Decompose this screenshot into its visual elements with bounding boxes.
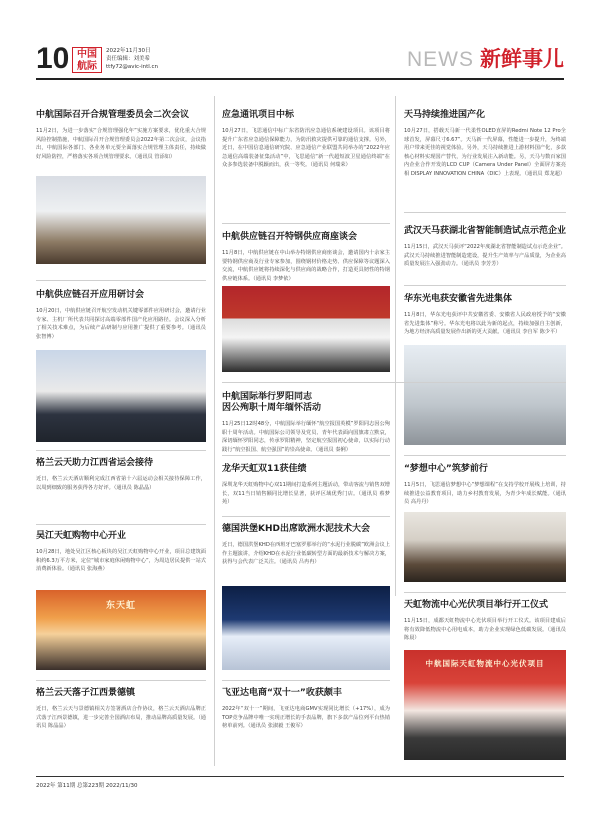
article-separator (36, 524, 206, 525)
article-separator (404, 455, 566, 456)
publish-date: 2022年11月30日 (106, 48, 151, 54)
article-body: 10月20日，中航供应链召开航空发动机关键零部件应用研讨会，邀请行业专家、主机厂所代表共同探讨高端零部件国产化应用路径。会议深入分析了相关技术难点，为后续产品研制与应用推广提供了重要参考。（通讯员 张智博） (36, 308, 206, 340)
article-emergency-comms (222, 110, 390, 170)
article-separator (222, 223, 390, 224)
article-dream-center (404, 464, 566, 507)
article-huadong-award (404, 294, 566, 337)
article-body: 11月8日，中航供应链在中山举办特钢供应商座谈会，邀请国内十余家主要特钢供应商及行业专家参加，围绕钢材价格走势、供应保障等议题深入交流，中航供应链将持续深化与供应商的战略合作，打造更具韧性的特钢供应链体系。（通讯员 李梦依） (222, 250, 390, 282)
column-divider (395, 96, 396, 596)
article-title: 中航供应链召开特钢供应商座谈会 (222, 232, 358, 242)
article-title: 吴江天虹购物中心开业 (36, 531, 127, 541)
article-title: 天马持续推进国产化 (404, 110, 486, 120)
article-title: 中航供应链召开应用研讨会 (36, 290, 145, 300)
article-title: 天虹物流中心光伏项目举行开工仪式 (404, 600, 549, 610)
article-body: 11月8日，华东光电获评中共安徽省委、安徽省人民政府授予的“安徽省先进集体”称号。华东光电将以此为新的起点，持续加强自主创新，为地方经济高质量发展作出新的更大贡献。（通讯员 李自军 陈少平） (404, 312, 566, 335)
photo-caption: 中航国际天虹物流中心光伏项目 (425, 659, 545, 668)
article-separator (222, 455, 390, 456)
article-title: 飞亚达电商“双十一”收获颇丰 (222, 688, 342, 698)
page-number: 10 (36, 42, 70, 75)
photo-solar-project (404, 650, 566, 760)
article-title: 格兰云天落子江西景德镇 (36, 688, 136, 698)
section-heading-cn: 新鲜事儿 (480, 48, 564, 71)
article-separator (222, 680, 390, 681)
article-wujiang-mall (36, 531, 206, 574)
footer: 2022年 第11期 总第223期 2022/11/30 (36, 783, 138, 789)
editor-email: ttfy72@avic-intl.cn (106, 64, 159, 70)
article-title: 武汉天马获湖北省智能制造试点示范企业 (404, 226, 567, 236)
masthead-rule (36, 78, 564, 80)
article-steel-suppliers (222, 232, 390, 283)
article-longhua-double11 (222, 464, 390, 507)
article-title: 应急通讯项目中标 (222, 110, 295, 120)
photo-caption: 东天虹 (105, 601, 136, 611)
article-jingdezhen-hotel (36, 688, 206, 731)
article-jiangxi-games (36, 458, 206, 492)
masthead (0, 0, 600, 82)
article-title: 德国洪堡KHD出席欧洲水泥技术大会 (222, 524, 370, 534)
article-luoyang-memorial (222, 392, 390, 454)
article-separator (36, 450, 206, 451)
article-body: 11月15日，武汉天马获评“2022年度湖北省智能制造试点示范企业”。武汉天马持续推进智能制造建设，提升生产效率与产品质量，为企业高质量发展注入强劲动力。（通讯员 李芳芳） (404, 244, 566, 267)
article-body: 11月2日，为进一步落实“合规管理强化年”实施方案要求，优化重大合规风险控制措施，中航国际召开合规管理委员会2022年第二次会议，会议指出，中航国际各部门、各业务单元要全面落实合规管理主体责任，持续做好风险防控，严格落实各项合规管理要求。（通讯员 管添如） (36, 128, 206, 160)
article-body: 11月25日12时48分，中航国际举行缅怀“航空报国英模”罗阳同志因公殉职十周年活动。中航国际公司领导及党员、青年代表面向国旗肃立默哀，深切缅怀罗阳同志，传承罗阳精神，坚定航空报国初心使命，以实际行动践行“航空报国、航空强国”的崇高使命。（通讯员 秦俐） (222, 421, 390, 453)
article-title: 中航国际举行罗阳同志 因公殉职十周年缅怀活动 (222, 392, 322, 413)
article-body: 10月28日，地处吴江区核心板块的吴江天虹购物中心开业，项目总建筑面积约6.3万平方米，定位“城市家庭休闲购物中心”，为周边居民提供一站式消费新体验。（通讯员 张海燕） (36, 549, 206, 572)
article-separator (36, 680, 206, 681)
photo-wujiang-mall (36, 590, 206, 670)
photo-application-seminar (36, 350, 206, 442)
photo-khd-conference (222, 586, 390, 670)
article-title: 龙华天虹双11获佳绩 (222, 464, 307, 474)
article-body: 10月27日，飞思通信中标广东省防汛应急通信系统建设项目。该项目将提升广东省应急通信保障能力，为防汛救灾提供可靠的通信支撑。另外，近日，在中国信息通信研究院、应急通信产业联盟共同举办的“2022年应急通信高端装备征集活动”中，飞思通信“新一代超短波卫星通信终端”在众多参选装备中脱颖而出，获一等奖。（通讯员 何瑞荣） (222, 128, 390, 168)
photo-huadong-award (404, 345, 566, 445)
photo-compliance-meeting (36, 176, 206, 264)
article-tianma-localization (404, 110, 566, 178)
article-wuhan-tianma (404, 226, 566, 269)
article-body: 深圳龙华天虹购物中心双11期间打造系列主题活动，带动客流与销售双增长，双11当日销售额同比增长显著，获评区域优秀门店。（通讯员 蔡梦苑） (222, 482, 390, 505)
article-fiyta-double11 (222, 688, 390, 731)
article-separator (404, 212, 566, 213)
column-divider (214, 96, 215, 766)
article-solar-project (404, 600, 566, 643)
article-body: 近日，德国洪堡KHD在西班牙巴塞罗那举行的“水泥行业脱碳”欧洲会议上作主题演讲，介绍KHD在水泥行业低碳转型方面的最新技术与解决方案，获得与会代表广泛关注。（通讯员 吕冉冉） (222, 542, 390, 565)
footer-rule (36, 776, 564, 777)
publication-info (106, 47, 158, 71)
article-title: 华东光电获安徽省先进集体 (404, 294, 513, 304)
article-khd-conference (222, 524, 390, 567)
article-separator (404, 592, 566, 593)
article-separator (222, 516, 390, 517)
article-separator (404, 285, 566, 286)
article-separator (222, 382, 566, 383)
editor: 责任编辑：刘美希 (106, 56, 151, 62)
article-title: 格兰云天助力江西省运会接待 (36, 458, 154, 468)
article-body: 2022年“双十一”期间，飞亚达电商GMV实现同比增长（+17%），成为TOP竞争品牌中唯一实现正增长的手表品牌，旗下多款产品位列平台热销榜单前列。（通讯员 张淑毅 王俊军） (222, 706, 390, 729)
article-body: 近日，格兰云天与景德镇相关方签署酒店合作协议，格兰云天酒店品牌正式落子江西景德镇，进一步完善全国酒店布局，推动品牌高质量发展。（通讯员 陈晶晶） (36, 706, 206, 729)
photo-dream-center (404, 512, 566, 582)
photo-steel-suppliers (222, 286, 390, 372)
section-heading-en: NEWS (407, 48, 474, 71)
article-compliance-meeting (36, 110, 206, 161)
article-title: “梦想中心”筑梦前行 (404, 464, 488, 474)
article-title: 中航国际召开合规管理委员会二次会议 (36, 110, 190, 120)
avic-logo: 中国 航际 (72, 47, 102, 73)
article-body: 11月15日，成都天虹物流中心光伏项目举行开工仪式。该项目建成后将有效降低物流中心用电成本，助力企业实现绿色低碳发展。（通讯员 陈晨） (404, 618, 566, 641)
section-heading (407, 48, 564, 72)
article-separator (36, 280, 206, 281)
article-body: 近日，格兰云天酒店顺利完成江西省第十六届运动会相关接待保障工作，以周到细致的服务获得各方好评。（通讯员 陈晶晶） (36, 476, 206, 491)
article-body: 11月5日，飞思通信梦想中心“梦想课程”在支持学校开展线上培训，持续推进公益教育项目，助力乡村教育发展，为青少年成长赋能。（通讯员 高丹丹） (404, 482, 566, 505)
article-application-seminar (36, 290, 206, 341)
article-body: 10月27日，搭载天马新一代柔性OLED直屏的Redmi Note 12 Pro全球首发，屏幕尺寸6.67”。天马新一代屏幕，性能进一步提升，为终端用户带来更佳的视觉体验。另外，天马持续推进上游材料国产化，多款核心材料实现国产替代，为行业发展注入新动能。另，天马与数百家国内企业合作开发的LCD CUP（Camera Under Panel）全面屏方案亮相 DISPLAY INNOVATION CHINA（DIC）上表现。（通讯员 郑龙超） (404, 128, 566, 177)
